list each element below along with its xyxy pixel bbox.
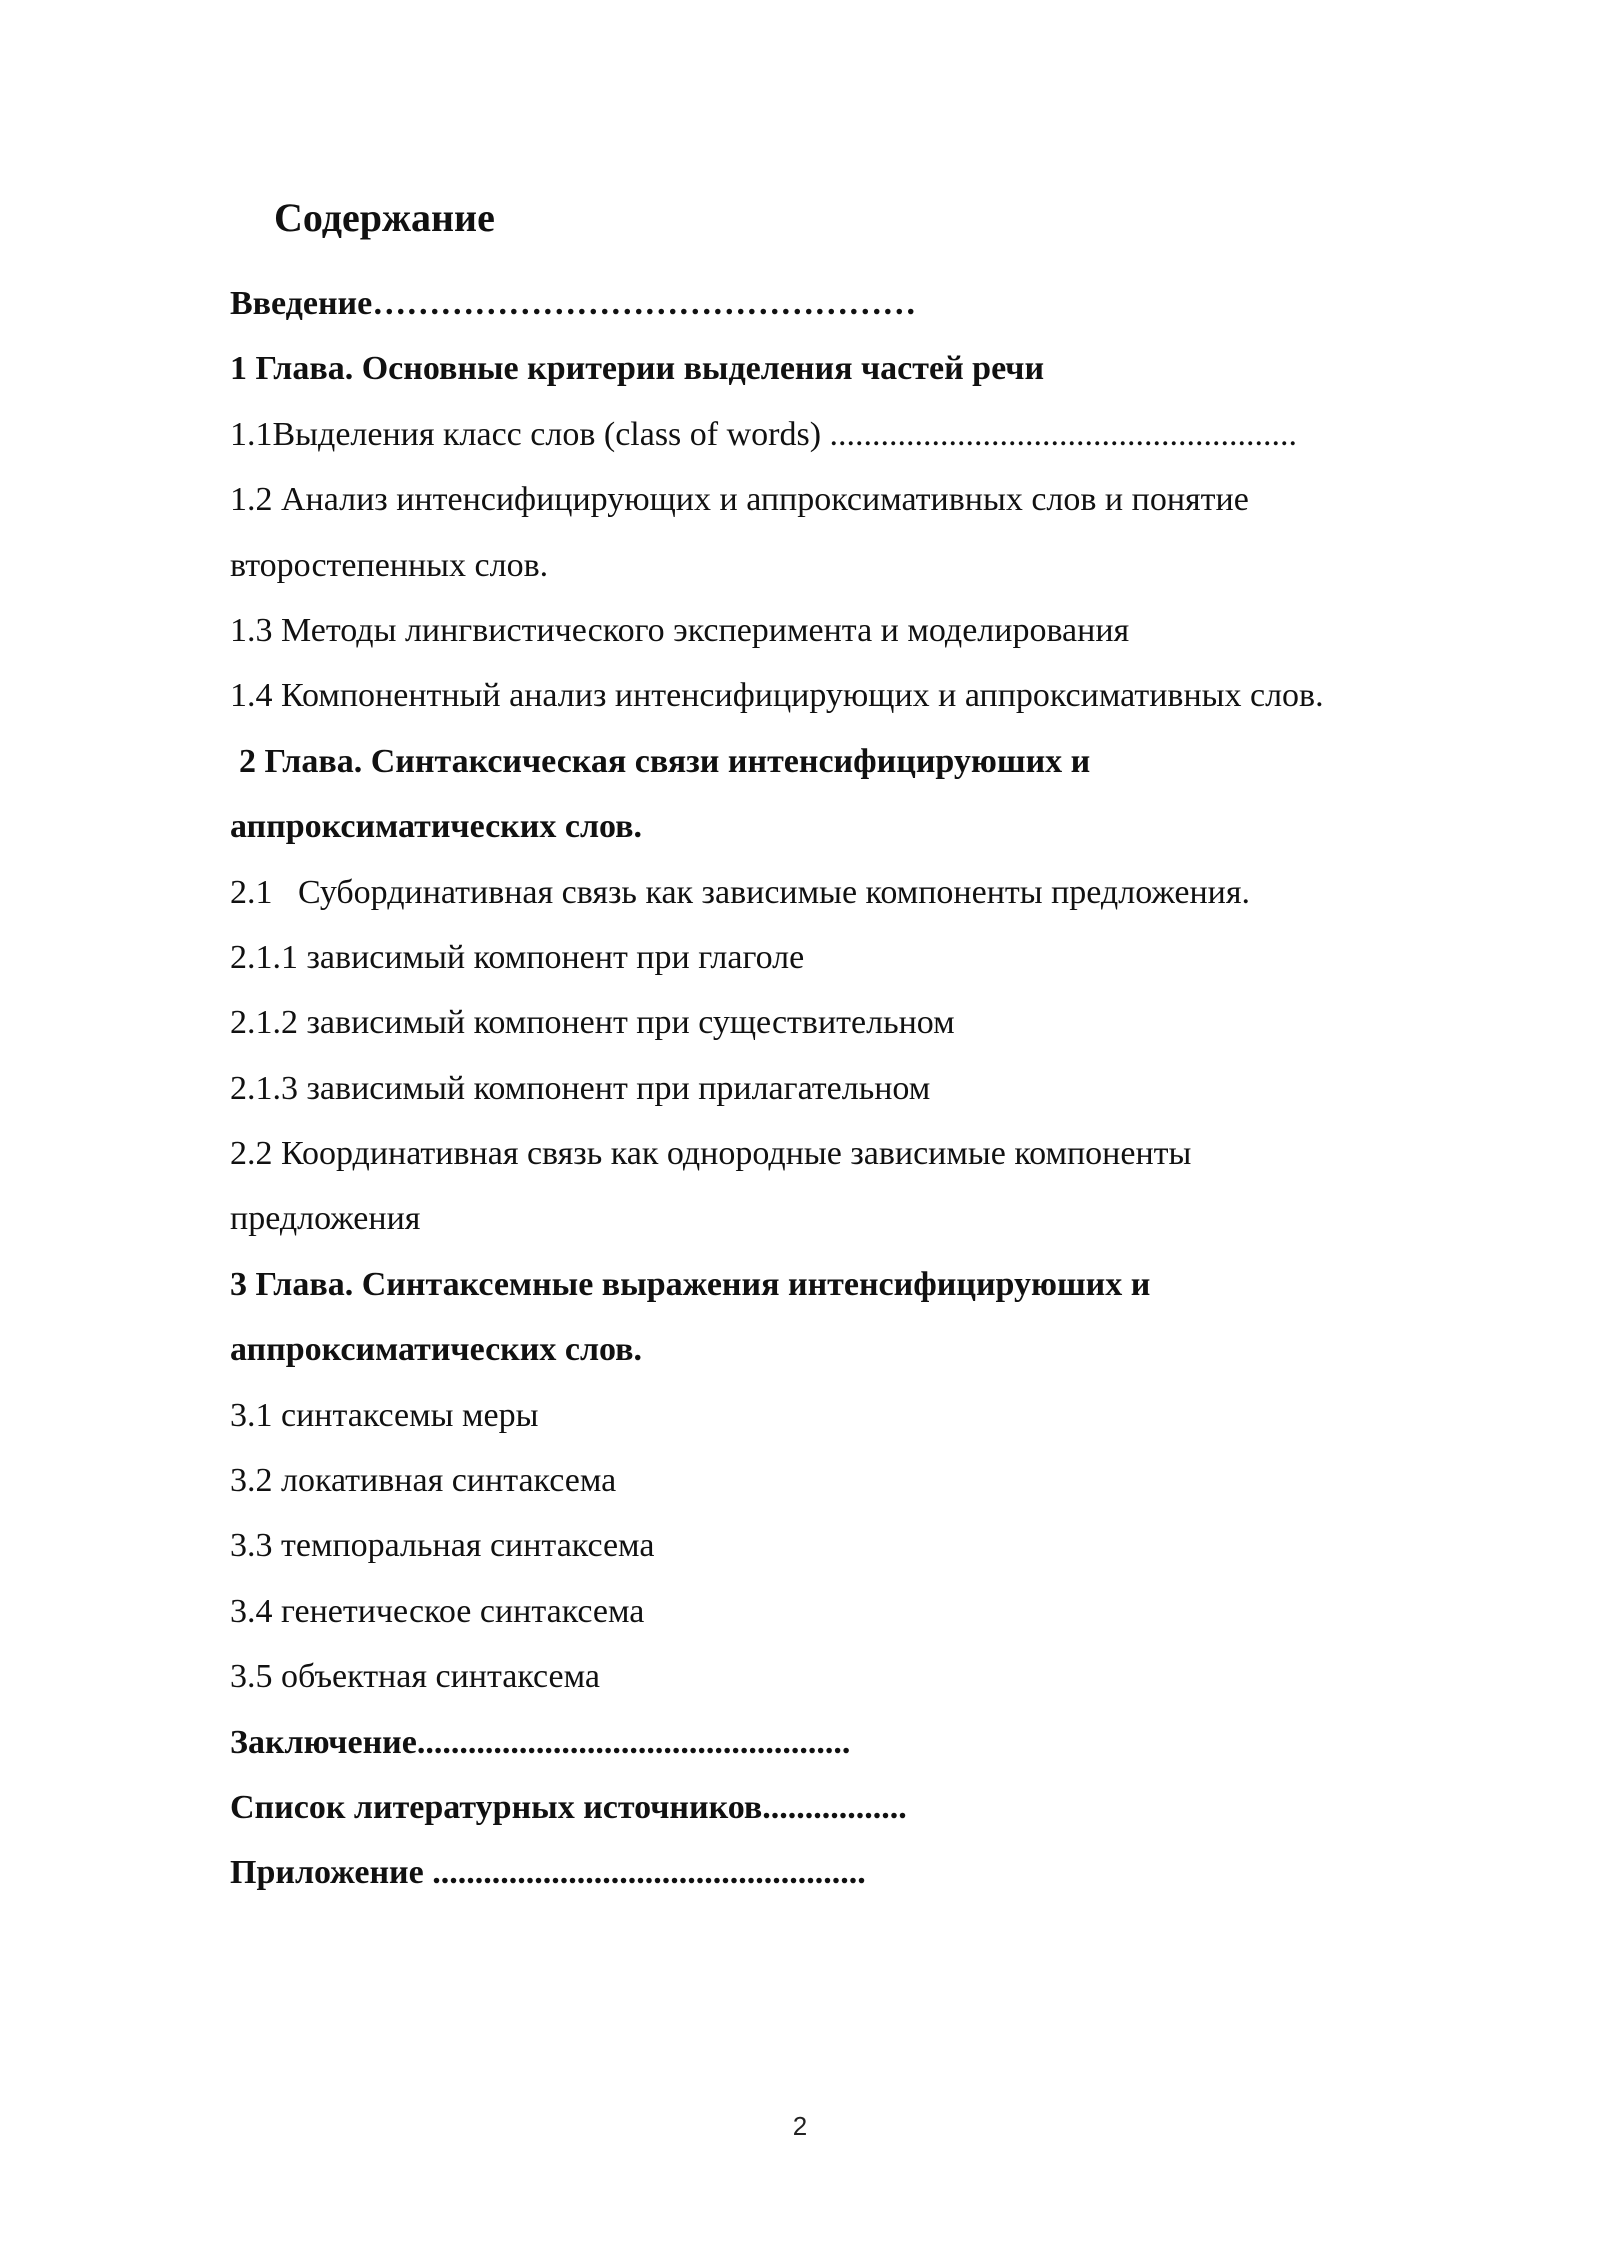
toc-entry-3-1: 3.1 синтаксемы меры	[230, 1396, 539, 1434]
toc-entry-1-1: 1.1Выделения класс слов (class of words) .......................................................	[230, 415, 1298, 453]
toc-entry-references: Список литературных источников.................	[230, 1788, 907, 1826]
toc-entry-2-1-3: 2.1.3 зависимый компонент при прилагательном	[230, 1069, 931, 1107]
toc-entry-3-3: 3.3 темпоральная синтаксема	[230, 1527, 655, 1565]
toc-entry-1-2-continued: второстепенных слов.	[230, 546, 549, 584]
toc-entry-2-1: 2.1 Субординативная связь как зависимые компоненты предложения.	[230, 873, 1251, 911]
toc-entry-2-1-2: 2.1.2 зависимый компонент при существительном	[230, 1004, 955, 1042]
toc-entry-3-5: 3.5 объектная синтаксема	[230, 1658, 600, 1696]
toc-entry-1-2: 1.2 Анализ интенсифицирующих и аппроксимативных слов и понятие	[230, 481, 1249, 519]
toc-entry-introduction: Введение…………………………………………	[230, 285, 917, 322]
toc-entry-appendix: Приложение ...................................................	[230, 1854, 866, 1892]
page-number: 2	[792, 2111, 808, 2141]
toc-entry-2-2: 2.2 Координативная связь как однородные зависимые компоненты	[230, 1135, 1192, 1173]
toc-entry-3-4: 3.4 генетическое синтаксема	[230, 1592, 645, 1630]
toc-entry-2-2-continued: предложения	[230, 1200, 421, 1238]
toc-entry-chapter-2-continued: аппроксиматических слов.	[230, 808, 643, 846]
table-of-contents	[230, 271, 1480, 1906]
page-title: Содержание	[274, 195, 495, 240]
toc-entry-chapter-3: 3 Глава. Синтаксемные выражения интенсифицируюших и	[230, 1265, 1151, 1303]
toc-entry-1-3: 1.3 Методы лингвистического эксперимента и моделирования	[230, 611, 1130, 649]
toc-entry-2-1-1: 2.1.1 зависимый компонент при глаголе	[230, 938, 805, 976]
toc-entry-3-2: 3.2 локативная синтаксема	[230, 1462, 617, 1500]
toc-entry-chapter-1: 1 Глава. Основные критерии выделения частей речи	[230, 350, 1045, 388]
toc-entry-1-4: 1.4 Компонентный анализ интенсифицирующих и аппроксимативных слов.	[230, 677, 1324, 715]
toc-entry-chapter-3-continued: аппроксиматических слов.	[230, 1331, 643, 1369]
toc-entry-conclusion: Заключение...................................................	[230, 1723, 851, 1761]
toc-entry-chapter-2: 2 Глава. Синтаксическая связи интенсифицируюших и	[239, 742, 1091, 780]
